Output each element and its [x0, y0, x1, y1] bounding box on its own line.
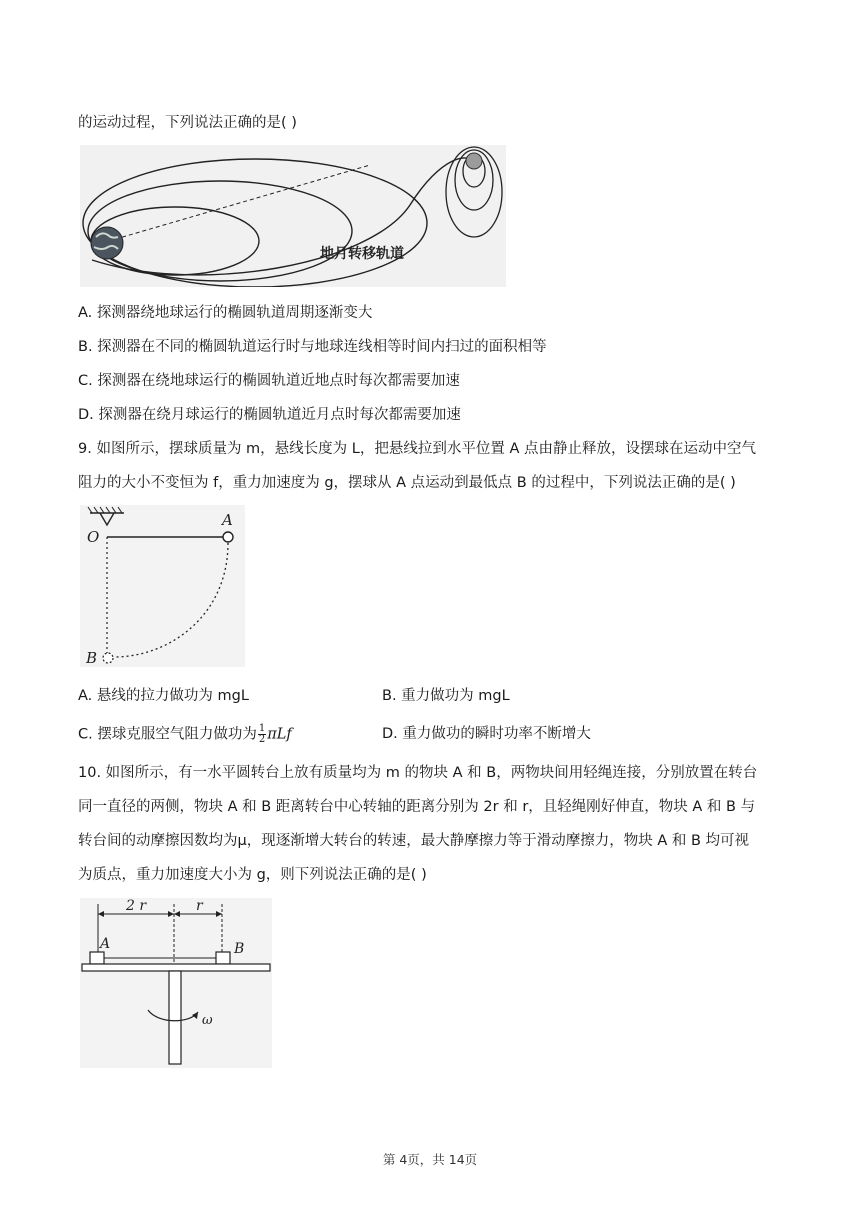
- q9-option-c: [78, 724, 292, 745]
- label-point-a: A: [222, 511, 233, 529]
- q9-stem-line1: 9. 如图所示，摆球质量为 m，悬线长度为 L，把悬线拉到水平位置 A 点由静止释放，设摆球在运动中空气: [78, 441, 756, 457]
- q8-option-c: C. 探测器在绕地球运行的椭圆轨道近地点时每次都需要加速: [78, 373, 460, 389]
- q9-option-b: B. 重力做功为 mgL: [382, 688, 510, 704]
- transfer-orbit-label: 地月转移轨道: [320, 245, 404, 261]
- fraction-numerator: 1: [258, 723, 266, 734]
- q9-option-d: D. 重力做功的瞬时功率不断增大: [382, 726, 591, 742]
- label-block-b: B: [234, 941, 245, 957]
- label-omega: ω: [202, 1013, 213, 1028]
- fraction-one-half: [258, 724, 266, 745]
- moon-icon: [466, 153, 482, 169]
- q9-option-c-prefix: C. 摆球克服空气阻力做功为: [78, 726, 257, 743]
- label-2r: 2 r: [126, 898, 147, 914]
- q9-stem-line2: 阻力的大小不变恒为 f，重力加速度为 g，摆球从 A 点运动到最低点 B 的过程中，下列说法正确的是( ): [78, 475, 736, 491]
- q8-option-b: B. 探测器在不同的椭圆轨道运行时与地球连线相等时间内扫过的面积相等: [78, 339, 547, 355]
- page-footer: 第 4页，共 14页: [382, 1152, 478, 1167]
- earth-icon: [91, 227, 123, 259]
- label-block-a: A: [100, 936, 111, 952]
- q8-option-a: A. 探测器绕地球运行的椭圆轨道周期逐渐变大: [78, 305, 373, 321]
- pendulum-figure: [80, 505, 245, 667]
- q9-option-c-suffix: πLf: [267, 726, 292, 743]
- q9-option-a: A. 悬线的拉力做功为 mgL: [78, 688, 249, 704]
- q10-stem-line3: 转台间的动摩擦因数均为μ，现逐渐增大转台的转速，最大静摩擦力等于滑动摩擦力，物块 A 和 B 均可视: [78, 833, 750, 849]
- turntable-figure: [80, 898, 272, 1068]
- earth-moon-transfer-orbit-figure: [80, 145, 506, 287]
- q10-stem-line2: 同一直径的两侧，物块 A 和 B 距离转台中心转轴的距离分别为 2r 和 r，且轻绳刚好伸直，物块 A 和 B 与: [78, 799, 756, 815]
- fraction-denominator: 2: [258, 734, 266, 745]
- label-point-b: B: [86, 649, 98, 667]
- q10-stem-line1: 10. 如图所示，有一水平圆转台上放有质量均为 m 的物块 A 和 B，两物块间用轻绳连接，分别放置在转台: [78, 765, 758, 781]
- label-point-o: O: [87, 528, 100, 546]
- q8-stem-end: 的运动过程，下列说法正确的是( ): [78, 115, 297, 131]
- label-r: r: [196, 898, 203, 914]
- q10-stem-line4: 为质点，重力加速度大小为 g，则下列说法正确的是( ): [78, 867, 427, 883]
- q8-option-d: D. 探测器在绕月球运行的椭圆轨道近月点时每次都需要加速: [78, 407, 461, 423]
